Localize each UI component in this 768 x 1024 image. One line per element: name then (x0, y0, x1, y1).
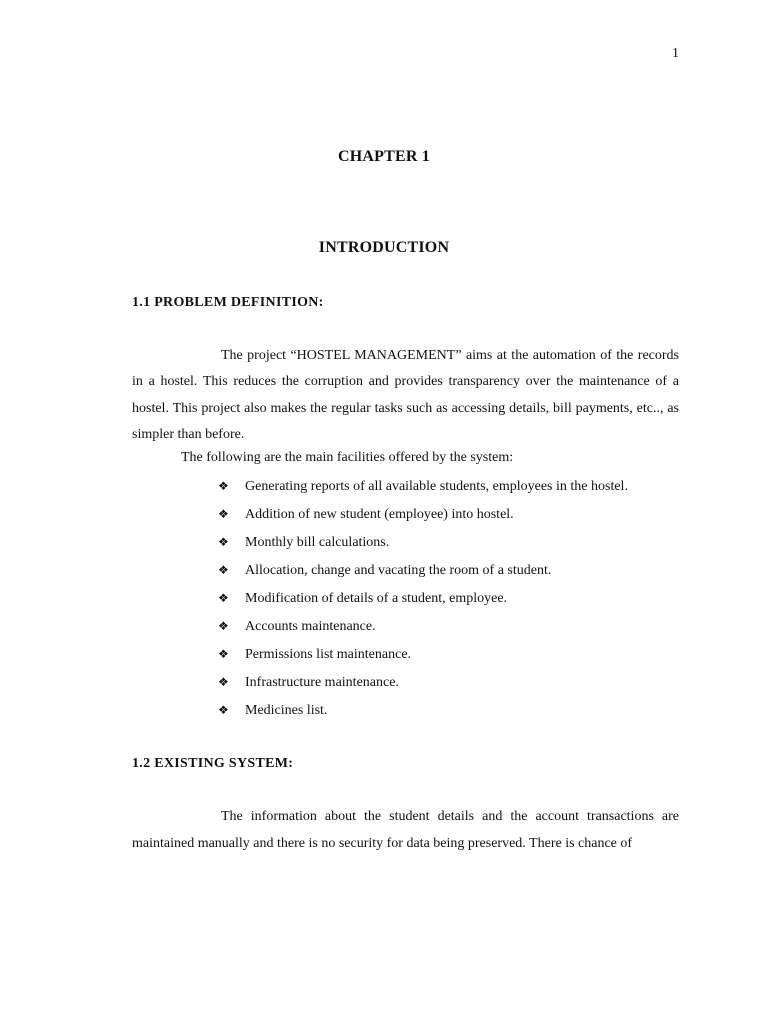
existing-system-text: The information about the student details and the account transactions are maintained manually and there is no security for data being preserved. There is chance of (132, 809, 679, 851)
diamond-bullet-icon: ❖ (218, 675, 229, 689)
page-number: 1 (672, 46, 679, 61)
diamond-bullet-icon: ❖ (218, 507, 229, 521)
existing-system-paragraph (132, 804, 679, 857)
diamond-bullet-icon: ❖ (218, 619, 229, 633)
introduction-heading: INTRODUCTION (318, 239, 450, 256)
diamond-bullet-icon: ❖ (218, 647, 229, 661)
list-item: ❖ Monthly bill calculations. (218, 535, 390, 550)
existing-system-heading: 1.2 EXISTING SYSTEM: (132, 756, 294, 771)
list-item: ❖ Infrastructure maintenance. (218, 675, 399, 690)
list-item: ❖ Allocation, change and vacating the room of a student. (218, 563, 552, 578)
diamond-bullet-icon: ❖ (218, 535, 229, 549)
diamond-bullet-icon: ❖ (218, 591, 229, 605)
diamond-bullet-icon: ❖ (218, 479, 229, 493)
list-item: ❖ Medicines list. (218, 703, 328, 718)
list-item: ❖ Modification of details of a student, employee. (218, 591, 508, 606)
diamond-bullet-icon: ❖ (218, 563, 229, 577)
list-item: ❖ Generating reports of all available students, employees in the hostel. (218, 479, 628, 494)
facilities-intro: The following are the main facilities offered by the system: (181, 450, 514, 465)
list-item: ❖ Addition of new student (employee) into hostel. (218, 507, 514, 522)
problem-definition-paragraph (132, 343, 679, 449)
diamond-bullet-icon: ❖ (218, 703, 229, 717)
list-item: ❖ Accounts maintenance. (218, 619, 376, 634)
problem-definition-text: The project “HOSTEL MANAGEMENT” aims at the automation of the records in a hostel. This reduces the corruption and provides transparency over the maintenance of a hostel. This project also makes the regular tasks such as accessing details, bill payments, etc.., as simpler than before. (132, 348, 679, 443)
chapter-title: CHAPTER 1 (337, 148, 431, 165)
list-item: ❖ Permissions list maintenance. (218, 647, 412, 662)
problem-definition-heading: 1.1 PROBLEM DEFINITION: (132, 295, 324, 310)
facility-list (218, 477, 628, 729)
